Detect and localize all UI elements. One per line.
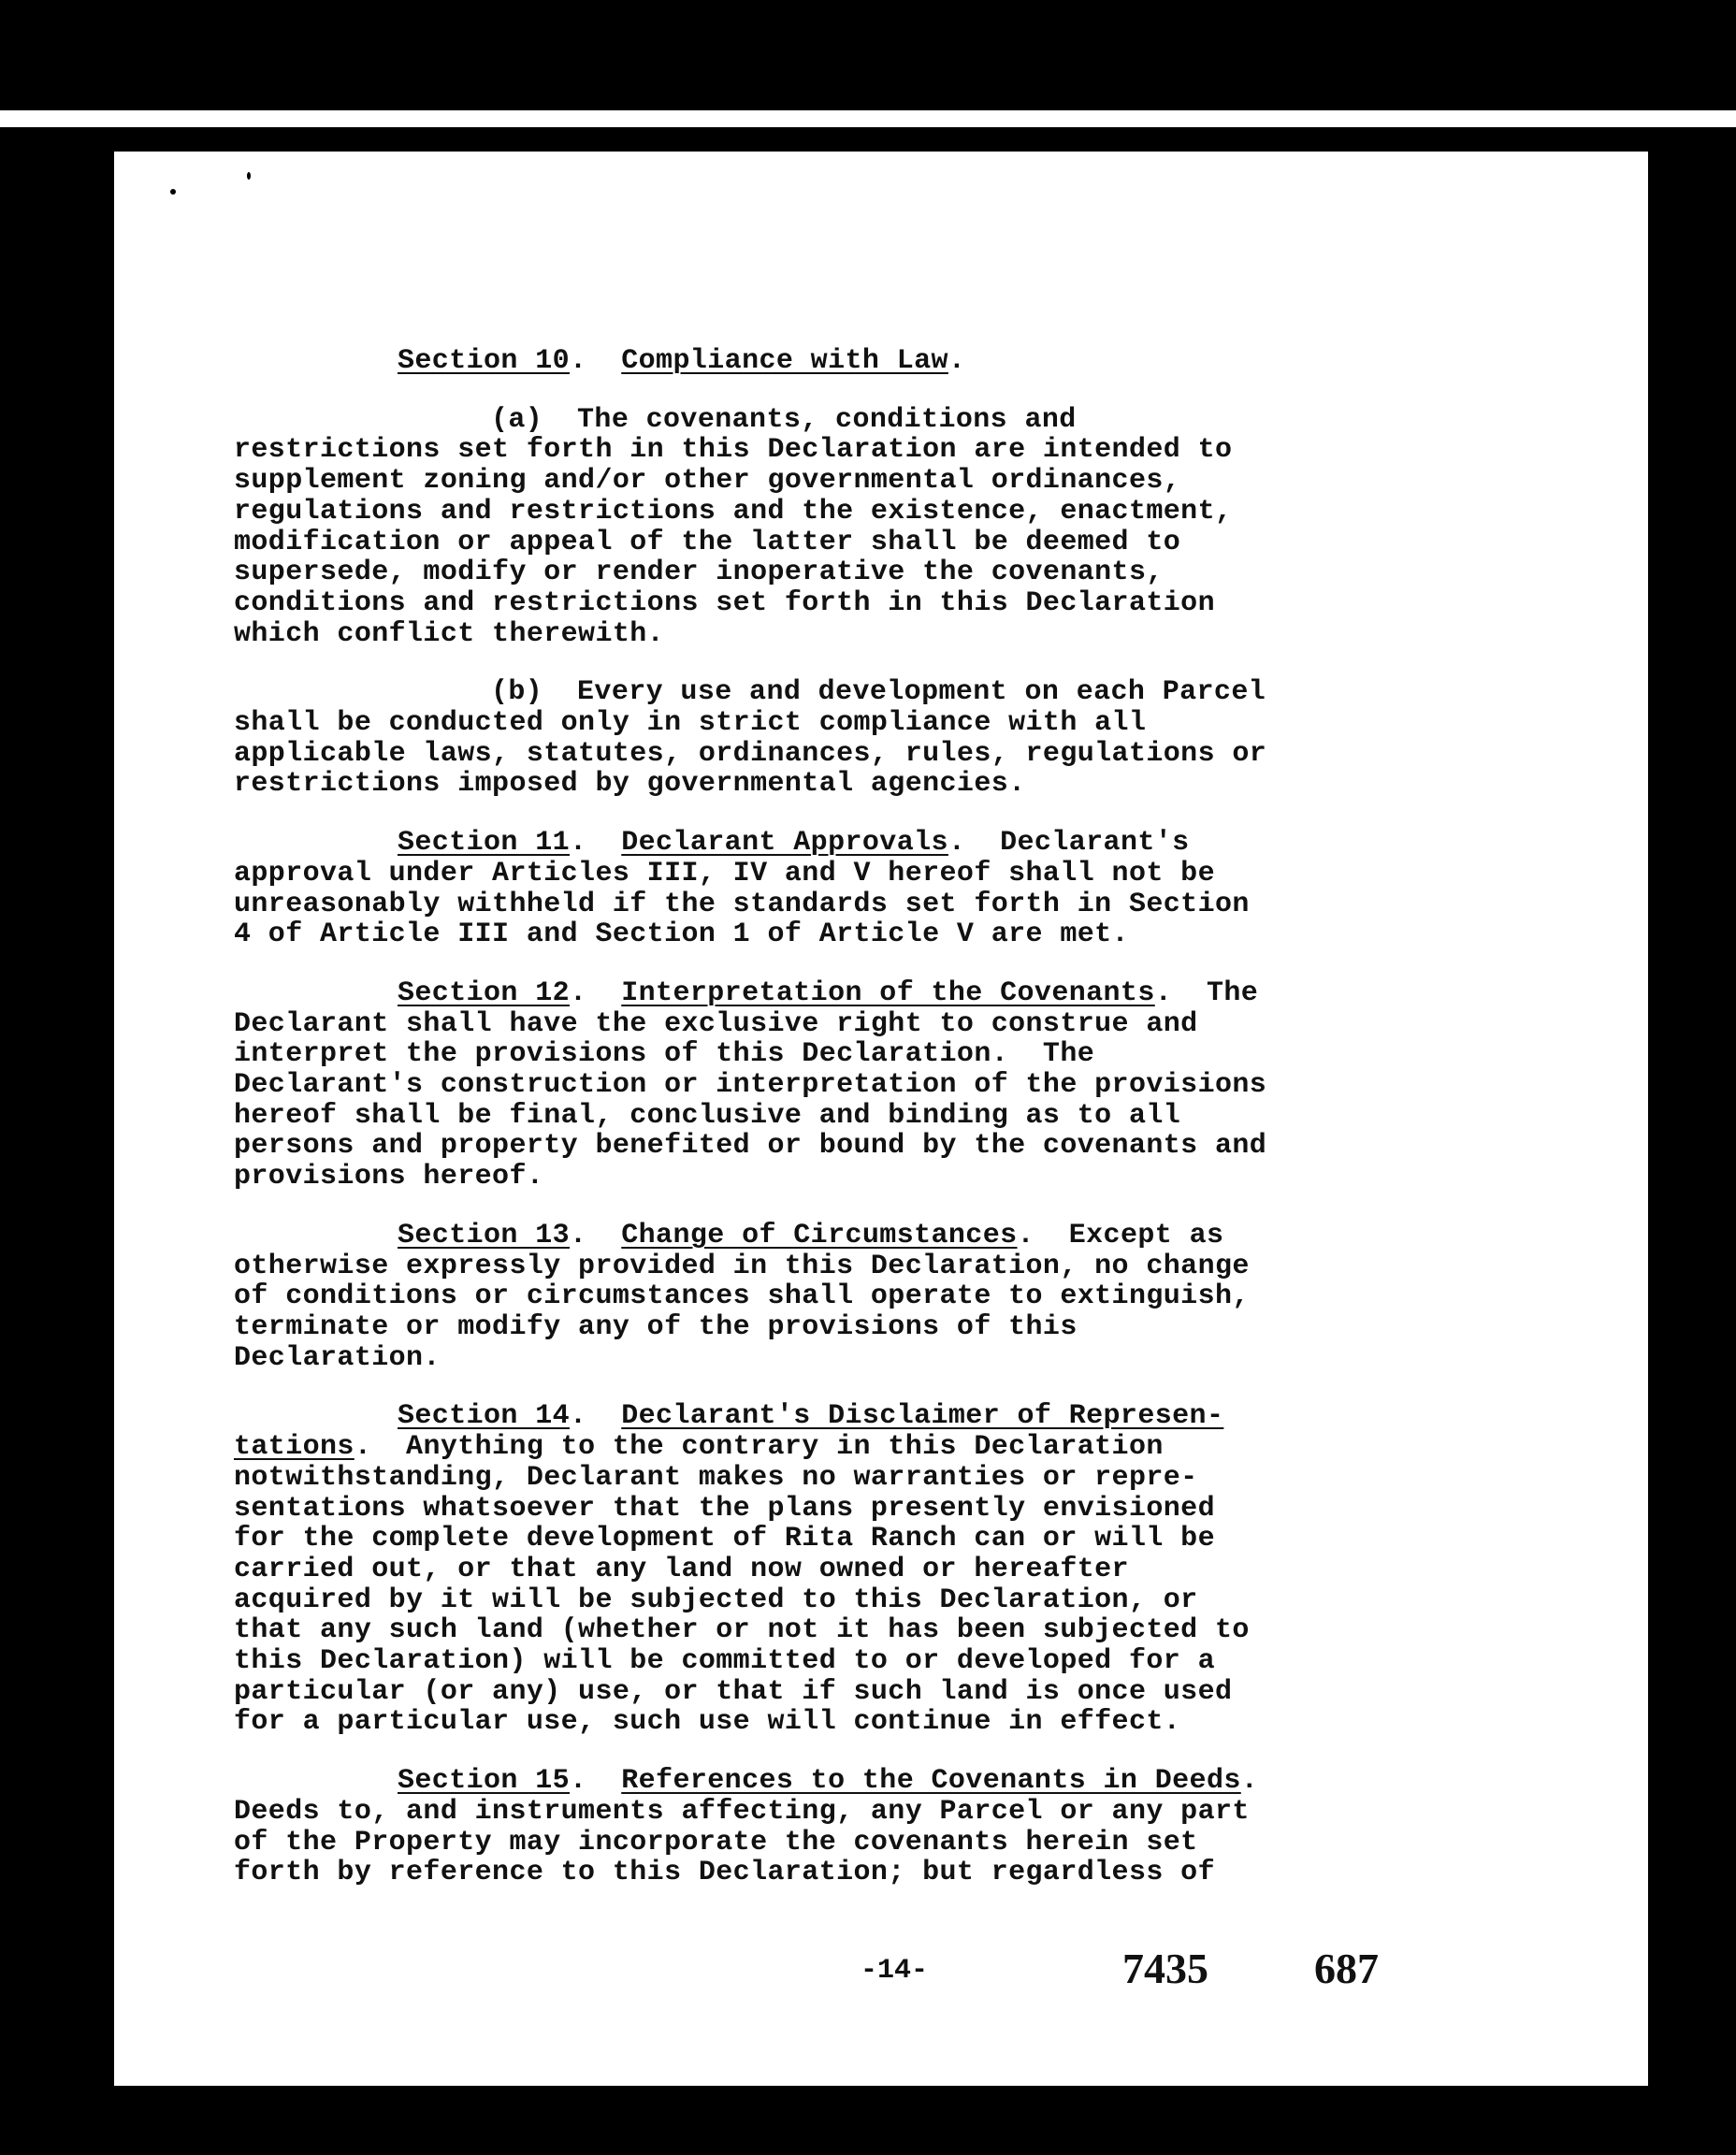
- text-line: terminate or modify any of the provisions of this: [234, 1310, 1078, 1343]
- section-11-label: Section 11: [398, 827, 571, 860]
- text-line: which conflict therewith.: [234, 617, 665, 650]
- section-14-label: Section 14: [398, 1400, 571, 1433]
- scanner-top-band: [0, 0, 1736, 110]
- text-line: restrictions set forth in this Declaration are intended to: [234, 434, 1233, 467]
- section-14-title-cont: tations: [234, 1431, 354, 1464]
- section-10: [234, 346, 1450, 377]
- text-line: provisions hereof.: [234, 1161, 544, 1193]
- text-line: persons and property benefited or bound by the covenants and: [234, 1130, 1267, 1163]
- text-line: Declarant's construction or interpretation of the provisions: [234, 1069, 1267, 1102]
- text-line: that any such land (whether or not it has been subjected to: [234, 1614, 1250, 1647]
- text-line: 4 of Article III and Section 1 of Article V are met.: [234, 918, 1129, 951]
- document-number-1: 7435: [1122, 1945, 1208, 1992]
- text-line: supersede, modify or render inoperative the covenants,: [234, 557, 1164, 589]
- text-fragment: The: [1172, 976, 1259, 1009]
- text-line: approval under Articles III, IV and V hereof shall not be: [234, 857, 1215, 889]
- text-line: unreasonably withheld if the standards set forth in Section: [234, 888, 1250, 920]
- section-15-heading-line: Section 15. References to the Covenants in Deeds.: [398, 1765, 1259, 1798]
- section-13-label: Section 13: [398, 1219, 571, 1251]
- section-12-title: Interpretation of the Covenants: [621, 976, 1155, 1009]
- section-13-heading-line: Section 13. Change of Circumstances. Except as: [398, 1219, 1224, 1251]
- text-line: of conditions or circumstances shall operate to extinguish,: [234, 1280, 1250, 1313]
- text-line: for a particular use, such use will continue in effect.: [234, 1706, 1181, 1739]
- text-line: (b) Every use and development on each Parcel: [491, 676, 1266, 709]
- text-line: supplement zoning and/or other governmental ordinances,: [234, 465, 1181, 498]
- section-10-a: [234, 405, 1450, 650]
- scan-speck: [170, 189, 176, 195]
- text-line: this Declaration) will be committed to or developed for a: [234, 1645, 1215, 1678]
- document-body: [234, 346, 1450, 1916]
- section-15-title: References to the Covenants in Deeds: [621, 1765, 1241, 1798]
- section-14-heading-line: Section 14. Declarant's Disclaimer of Represen-: [398, 1400, 1224, 1433]
- text-fragment: Anything to the contrary in this Declaration: [371, 1431, 1164, 1464]
- section-10-label: Section 10: [398, 345, 571, 377]
- section-11-title: Declarant Approvals: [621, 827, 948, 860]
- text-line: Declarant shall have the exclusive right to construe and: [234, 1007, 1198, 1040]
- section-10-b: [234, 677, 1450, 800]
- text-line: of the Property may incorporate the covenants herein set: [234, 1826, 1198, 1859]
- text-line: applicable laws, statutes, ordinances, rules, regulations or: [234, 737, 1267, 770]
- text-line: shall be conducted only in strict compliance with all: [234, 707, 1147, 740]
- section-14-heading-line-2: tations. Anything to the contrary in this Declaration: [234, 1431, 1164, 1464]
- scanner-white-strip: [0, 110, 1736, 127]
- text-line: restrictions imposed by governmental agencies.: [234, 768, 1026, 801]
- page-number: -14-: [861, 1955, 929, 1987]
- document-number-2: 687: [1314, 1945, 1379, 1992]
- text-line: regulations and restrictions and the existence, enactment,: [234, 495, 1233, 528]
- section-12: [234, 978, 1450, 1193]
- text-line: forth by reference to this Declaration; but regardless of: [234, 1857, 1215, 1889]
- text-line: otherwise expressly provided in this Declaration, no change: [234, 1250, 1250, 1282]
- text-line: Declaration.: [234, 1341, 441, 1374]
- text-fragment: Except as: [1034, 1219, 1224, 1251]
- section-12-heading-line: Section 12. Interpretation of the Covenants. The: [398, 976, 1259, 1009]
- section-14-title: Declarant's Disclaimer of Represen-: [621, 1400, 1224, 1433]
- text-line: hereof shall be final, conclusive and binding as to all: [234, 1099, 1181, 1132]
- scan-speck: [247, 172, 251, 180]
- text-line: (a) The covenants, conditions and: [491, 403, 1077, 436]
- section-13-title: Change of Circumstances: [621, 1219, 1018, 1251]
- text-line: acquired by it will be subjected to this Declaration, or: [234, 1584, 1198, 1616]
- text-line: Deeds to, and instruments affecting, any Parcel or any part: [234, 1795, 1250, 1828]
- section-10-heading-line: Section 10. Compliance with Law.: [398, 345, 966, 377]
- text-fragment: Declarant's: [965, 827, 1190, 860]
- section-15: [234, 1766, 1450, 1888]
- section-13: [234, 1221, 1450, 1374]
- section-14: [234, 1401, 1450, 1738]
- section-11: [234, 828, 1450, 950]
- text-line: sentations whatsoever that the plans presently envisioned: [234, 1492, 1215, 1525]
- section-10-title: Compliance with Law: [621, 345, 948, 377]
- text-line: notwithstanding, Declarant makes no warranties or repre-: [234, 1461, 1198, 1494]
- section-11-heading-line: Section 11. Declarant Approvals. Declarant's: [398, 827, 1190, 860]
- text-line: carried out, or that any land now owned or hereafter: [234, 1553, 1129, 1585]
- section-15-label: Section 15: [398, 1765, 571, 1798]
- text-line: interpret the provisions of this Declaration. The: [234, 1038, 1095, 1071]
- text-line: modification or appeal of the latter shall be deemed to: [234, 526, 1181, 558]
- text-line: particular (or any) use, or that if such land is once used: [234, 1675, 1233, 1708]
- section-12-label: Section 12: [398, 976, 571, 1009]
- text-line: conditions and restrictions set forth in this Declaration: [234, 586, 1215, 619]
- text-line: for the complete development of Rita Ranch can or will be: [234, 1523, 1215, 1555]
